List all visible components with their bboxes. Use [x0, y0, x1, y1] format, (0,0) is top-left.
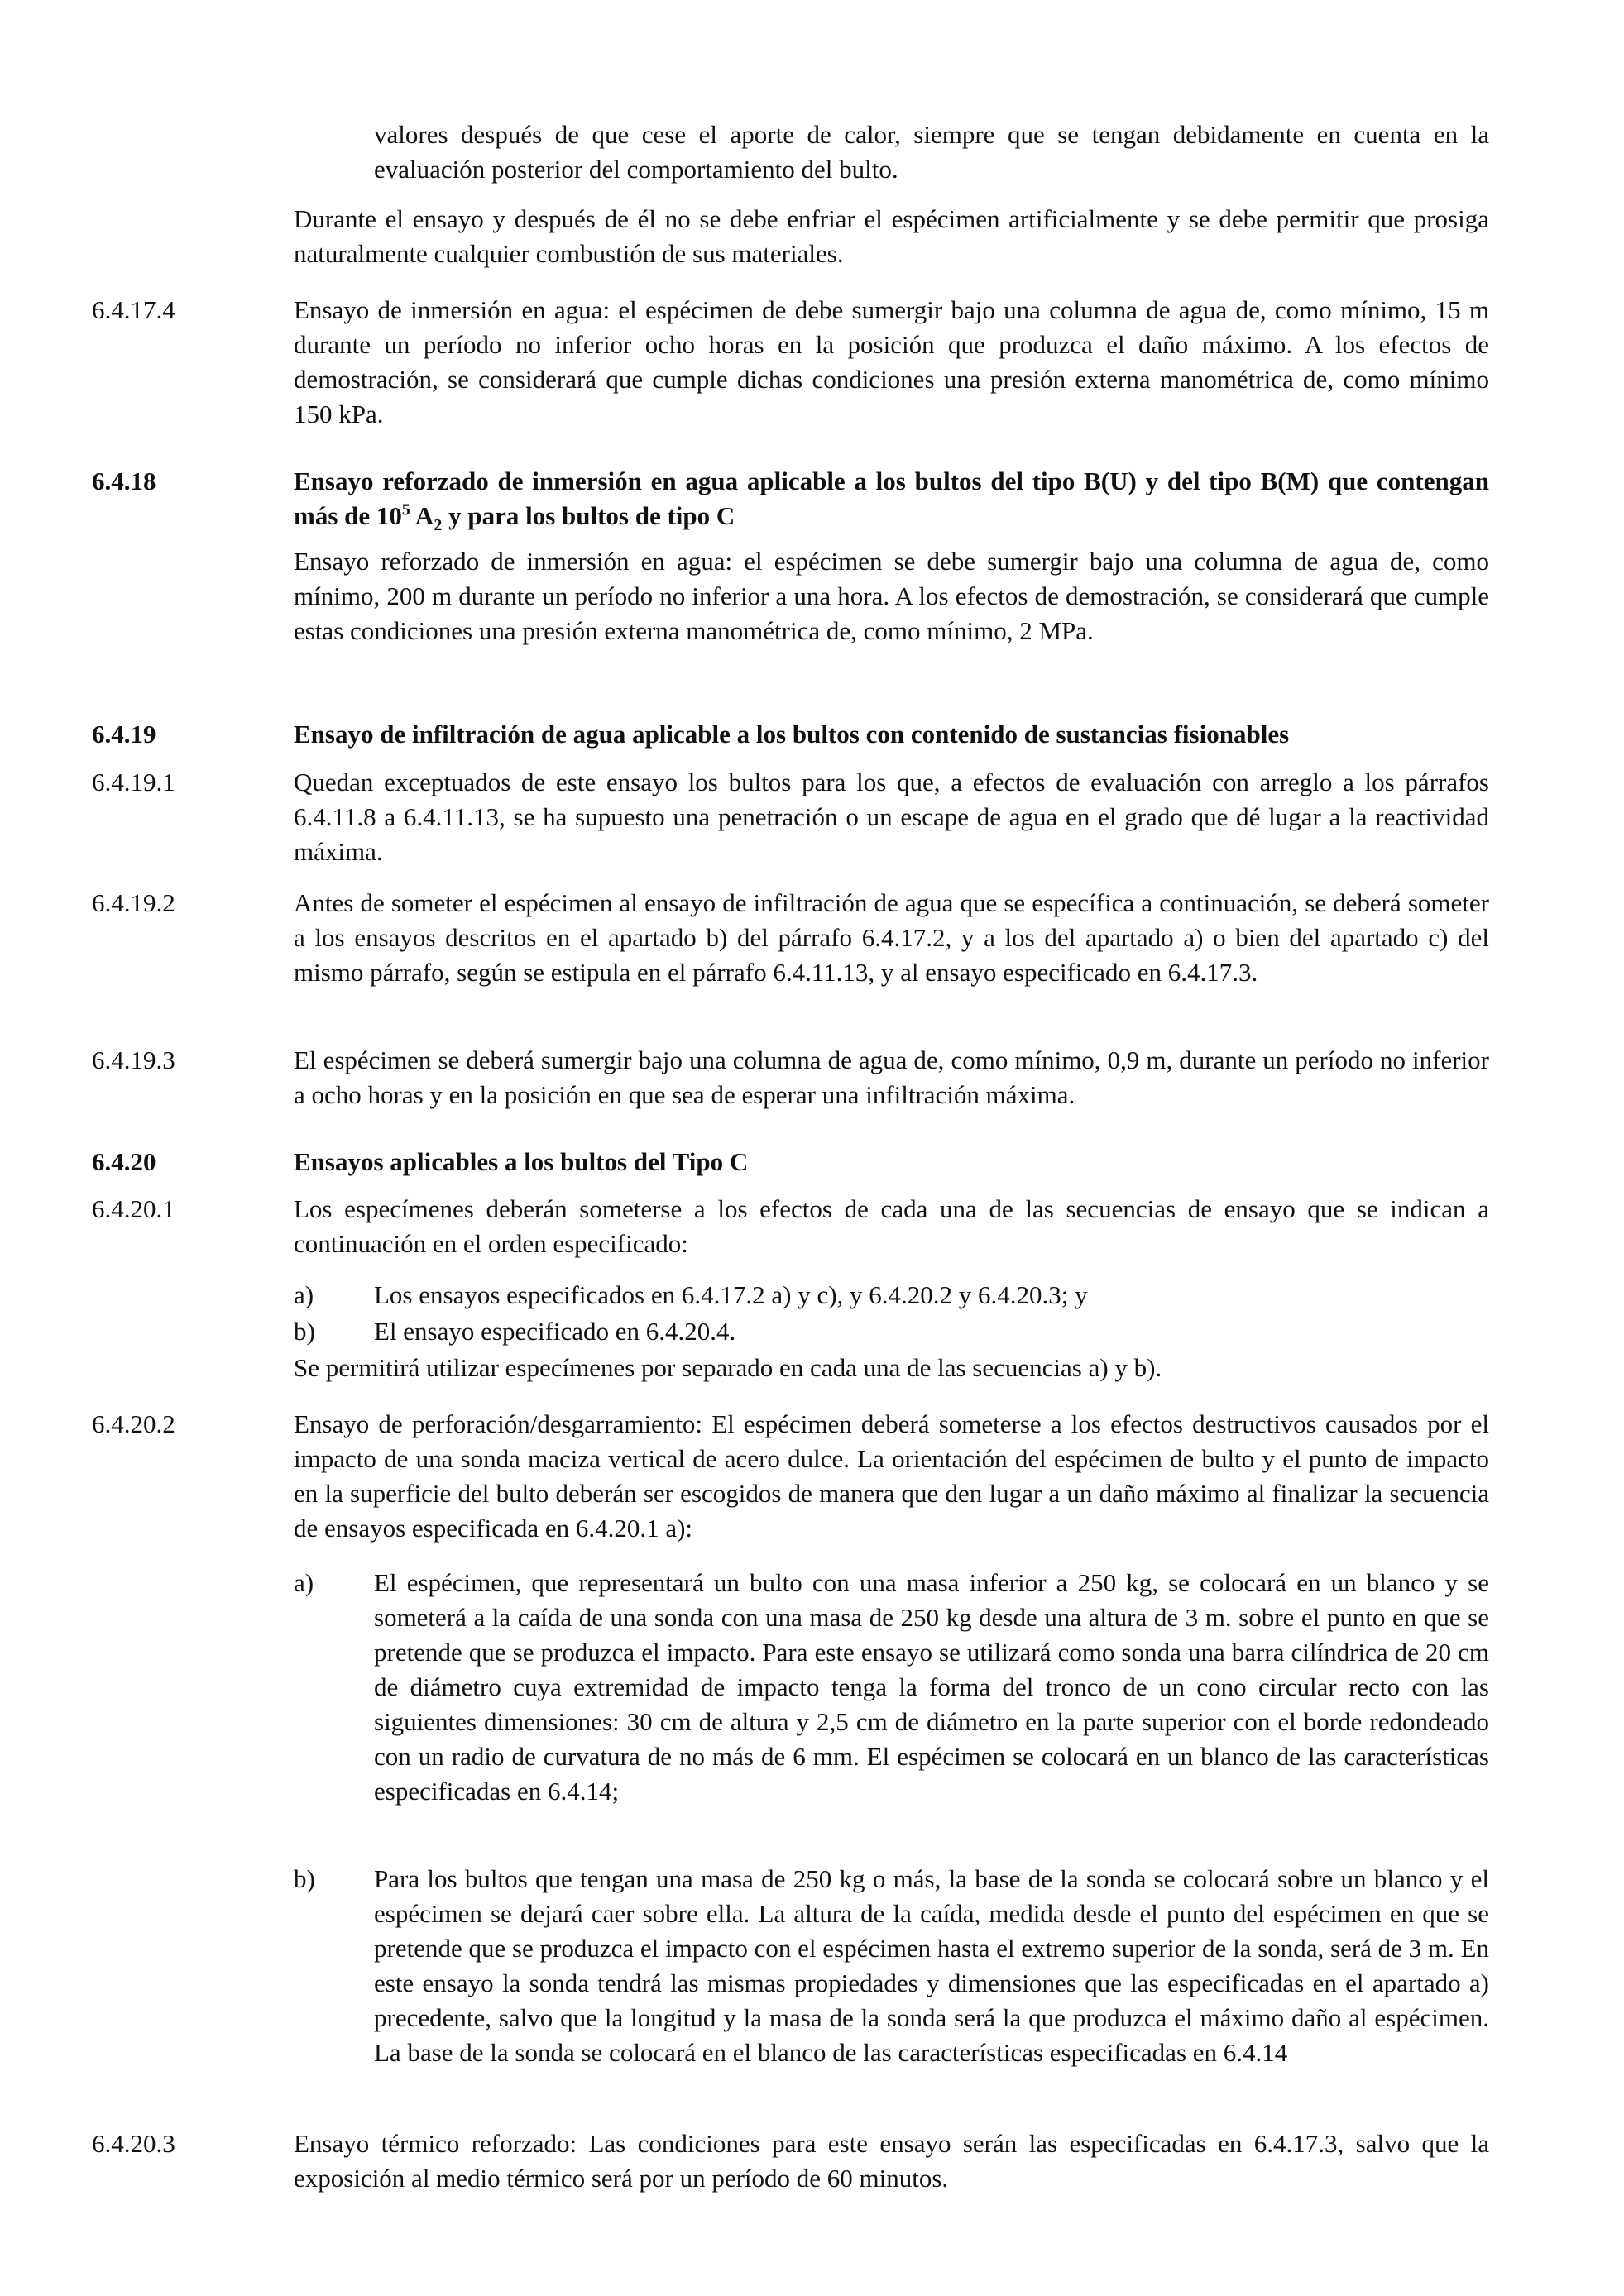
section-text: Antes de someter el espécimen al ensayo de infiltración de agua que se específica a continuación, se deberá someter a los ensayos descritos en el apartado b) del párrafo 6.4.17.2, y a los del apartado a) o bien del apartado c) del mismo párrafo, según se estipula en el párrafo 6.4.11.13, y al ensayo especificado en 6.4.17.3. — [294, 888, 1489, 987]
section-number: 6.4.19 — [92, 720, 156, 749]
list-item-text: El espécimen, que representará un bulto con una masa inferior a 250 kg, se colocará en un blanco y se someterá a la caída de una sonda con una masa de 250 kg desde una altura de 3 m. sobre el punto en que se pretende que se produzca el impacto. Para este ensayo se utilizará como sonda una barra cilíndrica de 20 cm de diámetro cuya extremidad de impacto tenga la forma del tronco de un cono circular recto con las siguientes dimensiones: 30 cm de altura y 2,5 cm de diámetro en la parte superior con el borde redondeado con un radio de curvatura de no más de 6 mm. El espécimen se colocará en un blanco de las características especificadas en 6.4.14; — [374, 1568, 1489, 1806]
section-number: 6.4.20.1 — [92, 1194, 175, 1223]
paragraph-cooling: Durante el ensayo y después de él no se debe enfriar el espécimen artificialmente y se debe permitir que prosiga naturalmente cualquier combustión de sus materiales. — [294, 204, 1489, 268]
section-number: 6.4.20 — [92, 1147, 156, 1176]
section-number: 6.4.20.3 — [92, 2129, 175, 2158]
section-number: 6.4.19.2 — [92, 888, 175, 917]
section-number: 6.4.19.3 — [92, 1045, 175, 1074]
section-text: Los especímenes deberán someterse a los efectos de cada una de las secuencias de ensayo que se indican a continuación en el orden especificado: — [294, 1194, 1489, 1258]
list-item-text: El ensayo especificado en 6.4.20.4. — [374, 1317, 736, 1346]
continuation-paragraph: valores después de que cese el aporte de calor, siempre que se tengan debidamente en cuenta en la evaluación posterior del comportamiento del bulto. — [374, 120, 1489, 184]
section-number: 6.4.20.2 — [92, 1409, 175, 1438]
section-heading: Ensayo reforzado de inmersión en agua aplicable a los bultos del tipo B(U) y del tipo B(M) que contengan más de $10^5$ $A_2$ y para los bultos de tipo C — [294, 466, 1489, 535]
section-text: Ensayo de inmersión en agua: el espécimen de debe sumergir bajo una columna de agua de, como mínimo, 15 m durante un período no inferior ocho horas en la posición que produzca el daño máximo. A los efectos de demostración, se considerará que cumple dichas condiciones una presión externa manométrica de, como mínimo 150 kPa. — [294, 295, 1489, 428]
section-text: Ensayo térmico reforzado: Las condiciones para este ensayo serán las especificadas en 6.4.17.3, salvo que la exposición al medio térmico será por un período de 60 minutos. — [294, 2129, 1489, 2193]
section-text: Ensayo de perforación/desgarramiento: El espécimen deberá someterse a los efectos destructivos causados por el impacto de una sonda maciza vertical de acero dulce. La orientación del espécimen de bulto y el punto de impacto en la superficie del bulto deberán ser escogidos de manera que den lugar a un daño máximo al finalizar la secuencia de ensayos especificada en 6.4.20.1 a): — [294, 1409, 1489, 1543]
section-text: Ensayo reforzado de inmersión en agua: el espécimen se debe sumergir bajo una columna de agua de, como mínimo, 200 m durante un período no inferior a una hora. A los efectos de demostración, se considerará que cumple estas condiciones una presión externa manométrica de, como mínimo, 2 MPa. — [294, 547, 1489, 645]
list-item-text: Los ensayos especificados en 6.4.17.2 a) y c), y 6.4.20.2 y 6.4.20.3; y — [374, 1280, 1088, 1309]
list-item-label: b) — [294, 1864, 315, 1893]
section-text: Quedan exceptuados de este ensayo los bultos para los que, a efectos de evaluación con arreglo a los párrafos 6.4.11.8 a 6.4.11.13, se ha supuesto una penetración o un escape de agua en el grado que dé lugar a la reactividad máxima. — [294, 768, 1489, 866]
list-item-label: a) — [294, 1568, 314, 1597]
section-text: Se permitirá utilizar especímenes por separado en cada una de las secuencias a) y b). — [294, 1353, 1162, 1382]
section-text: El espécimen se deberá sumergir bajo una columna de agua de, como mínimo, 0,9 m, durante un período no inferior a ocho horas y en la posición en que sea de esperar una infiltración máxima. — [294, 1045, 1489, 1109]
section-number: 6.4.19.1 — [92, 768, 175, 796]
list-item-label: a) — [294, 1280, 314, 1309]
list-item-text: Para los bultos que tengan una masa de 250 kg o más, la base de la sonda se colocará sobre un blanco y el espécimen se dejará caer sobre ella. La altura de la caída, medida desde el punto del espécimen en que se pretende que se produzca el impacto con el espécimen hasta el extremo superior de la sonda, será de 3 m. En este ensayo la sonda tendrá las mismas propiedades y dimensiones que las especificadas en el apartado a) precedente, salvo que la longitud y la masa de la sonda será la que produzca el máximo daño al espécimen. La base de la sonda se colocará en el blanco de las características especificadas en 6.4.14 — [374, 1864, 1489, 2067]
section-heading: Ensayo de infiltración de agua aplicable a los bultos con contenido de sustancias fisionables — [294, 720, 1290, 749]
section-number: 6.4.18 — [92, 466, 156, 495]
section-number: 6.4.17.4 — [92, 295, 175, 324]
section-heading: Ensayos aplicables a los bultos del Tipo C — [294, 1147, 749, 1176]
list-item-label: b) — [294, 1317, 315, 1346]
